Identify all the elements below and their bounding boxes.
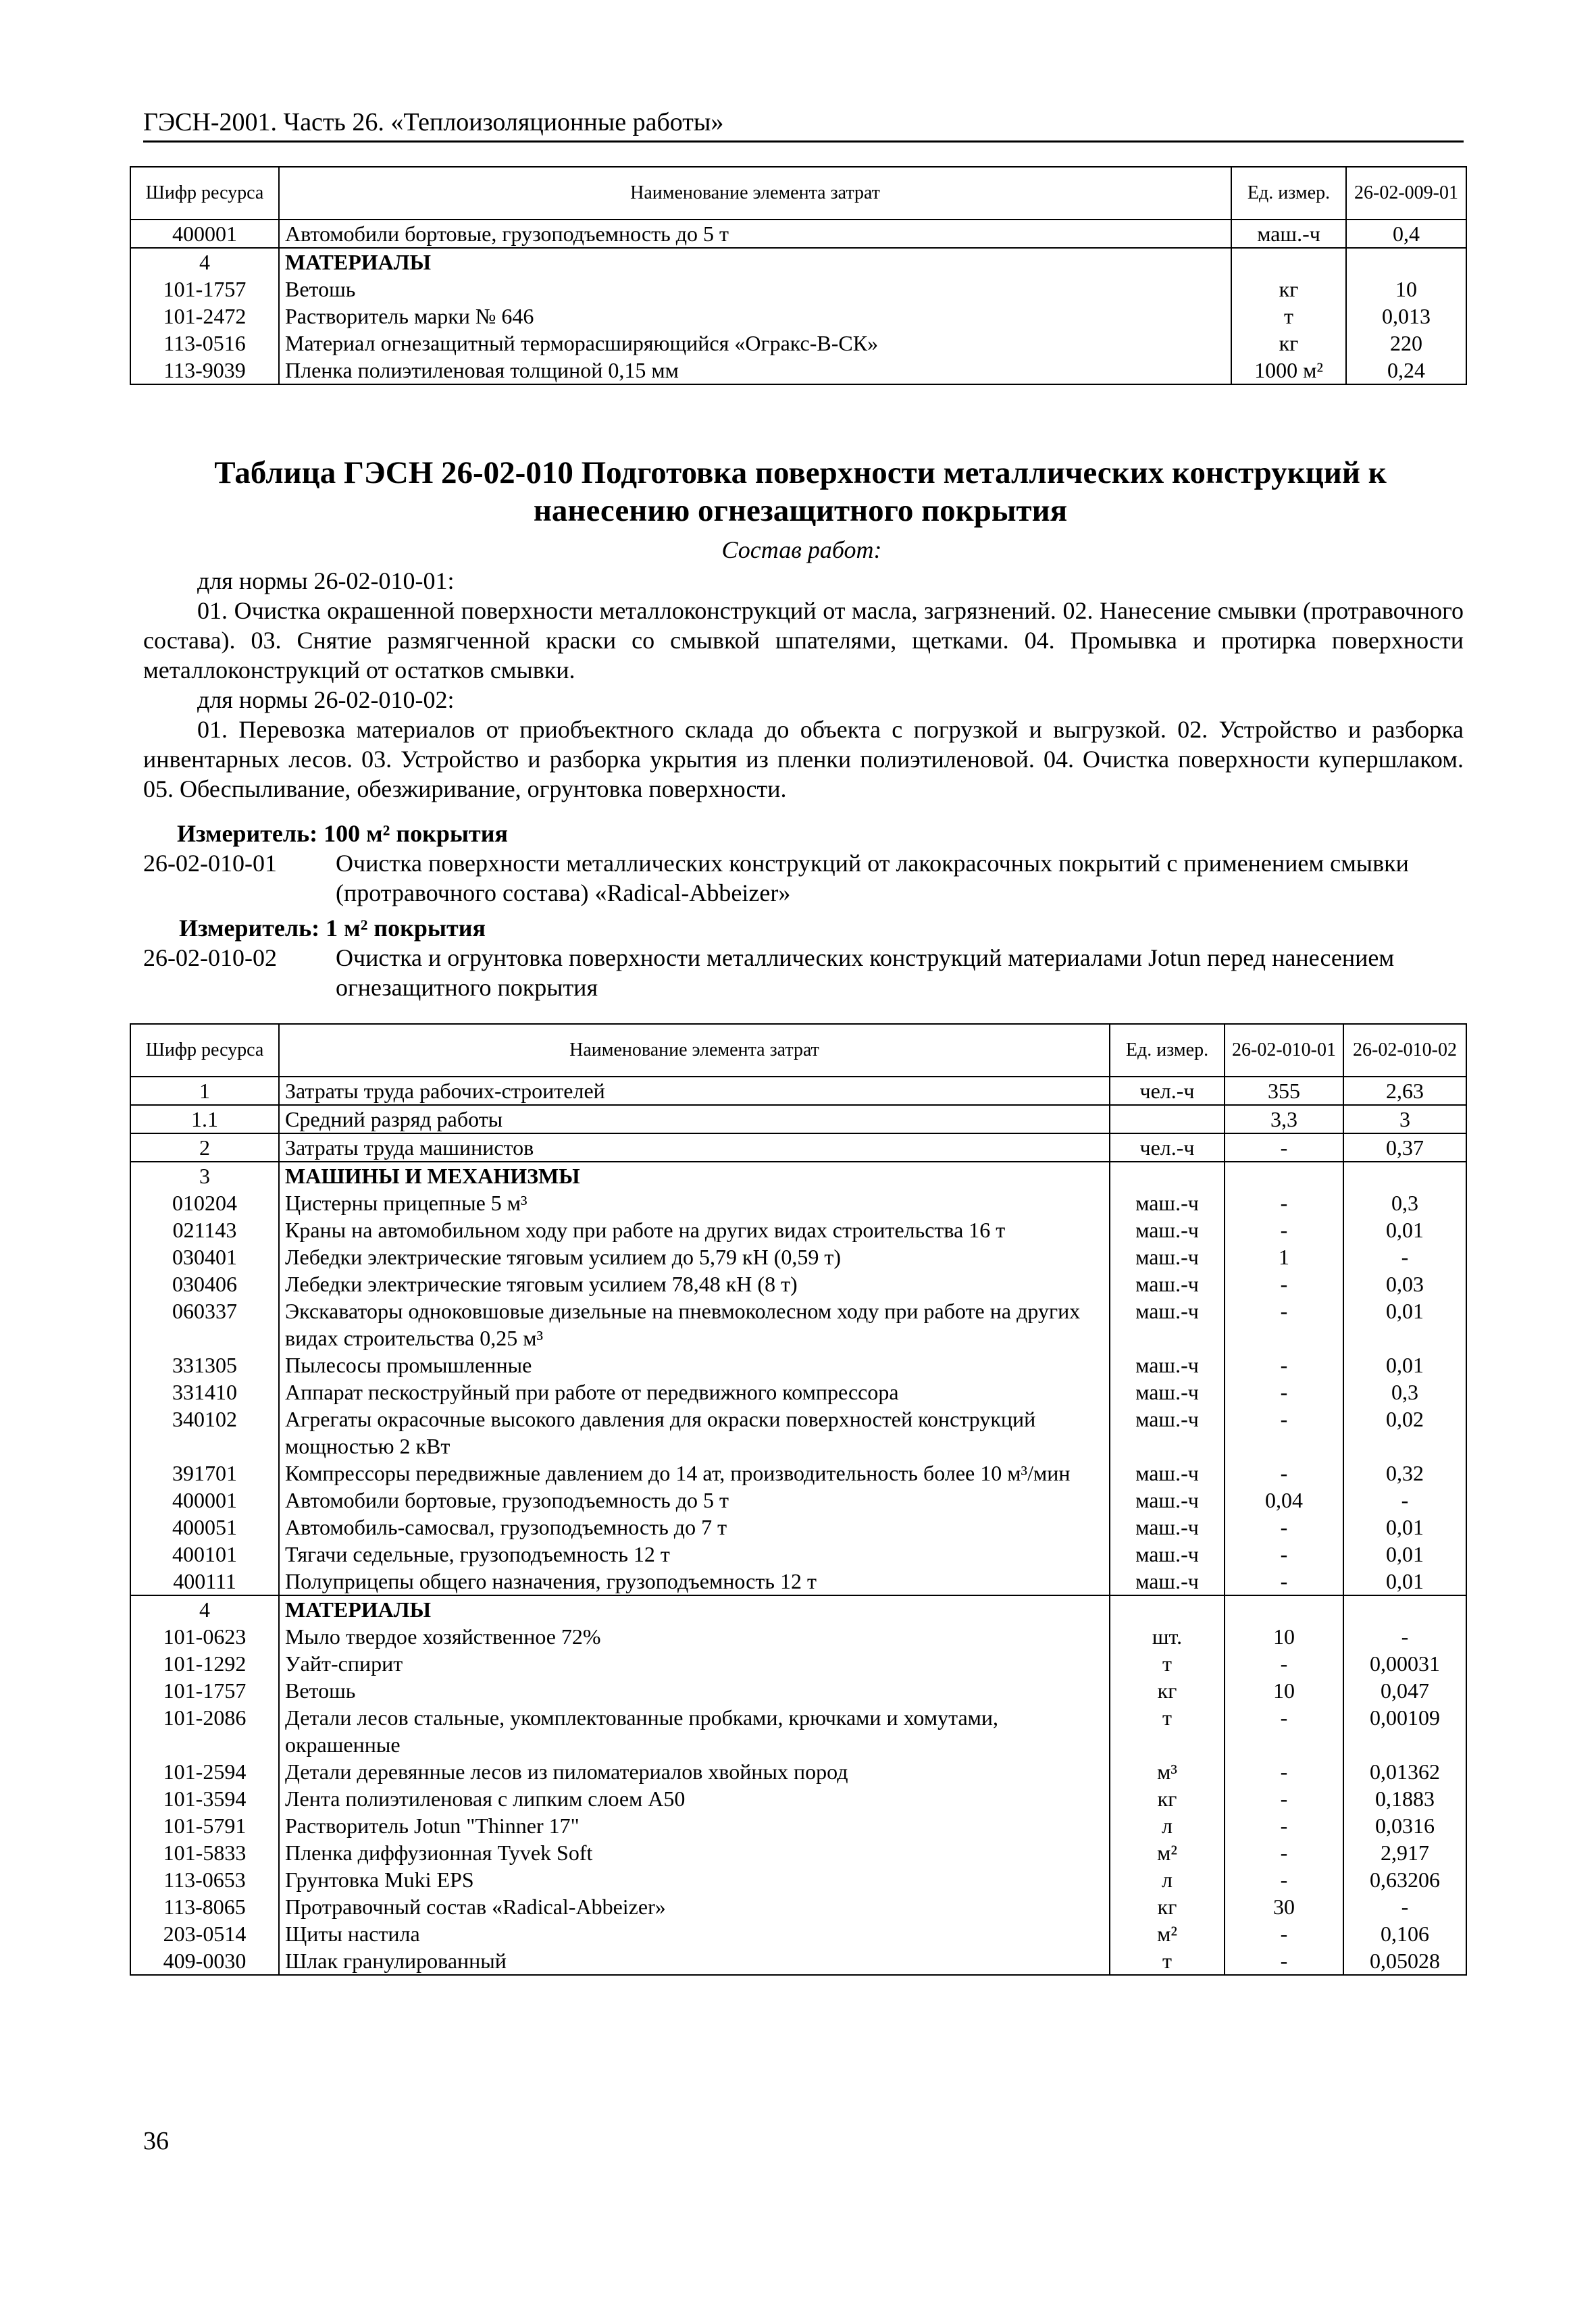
resource-code-cell: 1	[130, 1077, 279, 1105]
norm-value-cell-1: -	[1225, 1947, 1343, 1975]
norm-value-cell-1: 10	[1225, 1677, 1343, 1704]
table-body	[130, 1077, 1466, 1975]
resource-code-cell: 101-0623	[130, 1623, 279, 1650]
resource-name-cell: Компрессоры передвижные давлением до 14 ат, производительность более 10 м³/мин	[279, 1460, 1110, 1487]
norm-value-cell-2: -	[1343, 1893, 1466, 1920]
unit-cell: маш.-ч	[1110, 1216, 1225, 1243]
norm-value-cell-1: -	[1225, 1216, 1343, 1243]
running-header: ГЭСН-2001. Часть 26. «Теплоизоляционные работы»	[143, 107, 1464, 143]
col-header-name: Наименование элемента затрат	[279, 167, 1231, 220]
norm-value-cell-1: -	[1225, 1406, 1343, 1460]
unit-cell: т	[1110, 1947, 1225, 1975]
table-row	[130, 220, 1466, 248]
table-row	[130, 357, 1466, 384]
resource-name-cell: Средний разряд работы	[279, 1105, 1110, 1133]
unit-cell: кг	[1231, 330, 1346, 357]
unit-cell: л	[1110, 1812, 1225, 1839]
table-body	[130, 220, 1466, 384]
resource-name-cell: Тягачи седельные, грузоподъемность 12 т	[279, 1541, 1110, 1568]
resource-code-cell: 331305	[130, 1352, 279, 1379]
table-row	[130, 1077, 1466, 1105]
table-row	[130, 1297, 1466, 1352]
resource-code-cell: 400001	[130, 1487, 279, 1514]
resource-code-cell: 400101	[130, 1541, 279, 1568]
norm-2-text: Очистка и огрунтовка поверхности металлических конструкций материалами Jotun перед нанесением огнезащитного покрытия	[336, 944, 1395, 1001]
measure-1: Измеритель: 100 м² покрытия	[177, 820, 508, 847]
norm-2-code: 26-02-010-02	[143, 944, 277, 971]
unit-cell: маш.-ч	[1110, 1297, 1225, 1352]
table-row	[130, 1460, 1466, 1487]
norm-value-cell-2: -	[1343, 1487, 1466, 1514]
unit-cell: шт.	[1110, 1623, 1225, 1650]
table-row	[130, 1812, 1466, 1839]
resource-code-cell: 030401	[130, 1243, 279, 1270]
unit-cell: кг	[1231, 276, 1346, 303]
resource-name-cell: Полуприцепы общего назначения, грузоподъемность 12 т	[279, 1568, 1110, 1595]
norm-value-cell-1: 0,24	[1346, 357, 1466, 384]
table-row	[130, 1379, 1466, 1406]
norm-1-text: Очистка поверхности металлических конструкций от лакокрасочных покрытий с применением смывки (протравочного состава) «Radical-Abbeizer»	[336, 850, 1409, 906]
resource-code-cell: 101-2086	[130, 1704, 279, 1758]
norm-value-cell-2: 0,3	[1343, 1379, 1466, 1406]
resource-name-cell: Грунтовка Muki EPS	[279, 1866, 1110, 1893]
table-row	[130, 1352, 1466, 1379]
table-row	[130, 1893, 1466, 1920]
unit-cell: маш.-ч	[1110, 1514, 1225, 1541]
resource-code-cell: 101-5833	[130, 1839, 279, 1866]
table-row	[130, 276, 1466, 303]
norm-value-cell-2	[1343, 1162, 1466, 1189]
table-row	[130, 1189, 1466, 1216]
norm-value-cell-2: 0,01	[1343, 1216, 1466, 1243]
norm-value-cell-2: 0,047	[1343, 1677, 1466, 1704]
resource-name-cell: МАШИНЫ И МЕХАНИЗМЫ	[279, 1162, 1110, 1189]
resource-name-cell: Цистерны прицепные 5 м³	[279, 1189, 1110, 1216]
col-header-name: Наименование элемента затрат	[279, 1024, 1110, 1077]
resource-name-cell: Пленка полиэтиленовая толщиной 0,15 мм	[279, 357, 1231, 384]
table-row	[130, 1677, 1466, 1704]
norm-value-cell-2: 0,01	[1343, 1514, 1466, 1541]
resource-code-cell: 113-0516	[130, 330, 279, 357]
resource-code-cell: 2	[130, 1133, 279, 1162]
norm-value-cell-2: -	[1343, 1243, 1466, 1270]
norm-value-cell-1: -	[1225, 1541, 1343, 1568]
norm-value-cell-2: 0,05028	[1343, 1947, 1466, 1975]
resource-name-cell: МАТЕРИАЛЫ	[279, 1595, 1110, 1623]
resource-name-cell: Автомобиль-самосвал, грузоподъемность до 7 т	[279, 1514, 1110, 1541]
norm-value-cell-1: 0,013	[1346, 303, 1466, 330]
norm-value-cell-2: 2,63	[1343, 1077, 1466, 1105]
norm-value-cell-1: -	[1225, 1704, 1343, 1758]
resource-code-cell: 331410	[130, 1379, 279, 1406]
resource-name-cell: Лента полиэтиленовая с липким слоем А50	[279, 1785, 1110, 1812]
resource-code-cell: 060337	[130, 1297, 279, 1352]
norm-value-cell-1: -	[1225, 1514, 1343, 1541]
resource-code-cell: 400001	[130, 220, 279, 248]
table-row	[130, 1866, 1466, 1893]
table-row	[130, 1568, 1466, 1595]
unit-cell: 1000 м²	[1231, 357, 1346, 384]
resource-name-cell: Щиты настила	[279, 1920, 1110, 1947]
table-row	[130, 1270, 1466, 1297]
norm-value-cell-1: 3,3	[1225, 1105, 1343, 1133]
norm-value-cell-1: -	[1225, 1866, 1343, 1893]
norm-value-cell-1: 10	[1346, 276, 1466, 303]
resource-code-cell: 400051	[130, 1514, 279, 1541]
norm-value-cell-2: 0,01	[1343, 1541, 1466, 1568]
norm-value-cell-1: -	[1225, 1758, 1343, 1785]
norm-value-cell-2: 3	[1343, 1105, 1466, 1133]
unit-cell: л	[1110, 1866, 1225, 1893]
resource-code-cell: 021143	[130, 1216, 279, 1243]
norm-value-cell-2: 0,00031	[1343, 1650, 1466, 1677]
norm-value-cell-1: -	[1225, 1379, 1343, 1406]
unit-cell: маш.-ч	[1110, 1487, 1225, 1514]
resource-name-cell: Растворитель Jotun "Thinner 17"	[279, 1812, 1110, 1839]
norm-value-cell-2: 0,01362	[1343, 1758, 1466, 1785]
measure-2: Измеритель: 1 м² покрытия	[179, 915, 486, 942]
norm-value-cell-1: 10	[1225, 1623, 1343, 1650]
col-header-unit: Ед. измер.	[1231, 167, 1346, 220]
col-header-code: Шифр ресурса	[130, 1024, 279, 1077]
norm-value-cell-2: 0,106	[1343, 1920, 1466, 1947]
resource-code-cell: 340102	[130, 1406, 279, 1460]
unit-cell: чел.-ч	[1110, 1077, 1225, 1105]
norm-value-cell-1: 1	[1225, 1243, 1343, 1270]
norm-value-cell-1	[1346, 248, 1466, 276]
table-row	[130, 1105, 1466, 1133]
norm-value-cell-2: 0,1883	[1343, 1785, 1466, 1812]
resource-code-cell: 391701	[130, 1460, 279, 1487]
resource-code-cell: 101-5791	[130, 1812, 279, 1839]
norm-value-cell-2: 0,01	[1343, 1568, 1466, 1595]
resource-name-cell: Детали деревянные лесов из пиломатериалов хвойных пород	[279, 1758, 1110, 1785]
table-row	[130, 1216, 1466, 1243]
resource-code-cell: 101-2594	[130, 1758, 279, 1785]
table-row	[130, 1243, 1466, 1270]
unit-cell: м²	[1110, 1920, 1225, 1947]
norm-value-cell-1: 220	[1346, 330, 1466, 357]
unit-cell: маш.-ч	[1110, 1352, 1225, 1379]
norm-value-cell-1: -	[1225, 1352, 1343, 1379]
resource-code-cell: 010204	[130, 1189, 279, 1216]
resource-name-cell: Аппарат пескоструйный при работе от передвижного компрессора	[279, 1379, 1110, 1406]
norm-value-cell-2: 0,02	[1343, 1406, 1466, 1460]
norm-value-cell-2: 0,37	[1343, 1133, 1466, 1162]
resource-code-cell: 400111	[130, 1568, 279, 1595]
norm-value-cell-2: 0,0316	[1343, 1812, 1466, 1839]
unit-cell: маш.-ч	[1110, 1270, 1225, 1297]
resource-code-cell: 101-1757	[130, 276, 279, 303]
table-row	[130, 1623, 1466, 1650]
unit-cell: т	[1110, 1704, 1225, 1758]
table-row	[130, 1487, 1466, 1514]
norm-value-cell-2: 0,00109	[1343, 1704, 1466, 1758]
resource-name-cell: Краны на автомобильном ходу при работе на других видах строительства 16 т	[279, 1216, 1110, 1243]
norm-value-cell-2: 0,03	[1343, 1270, 1466, 1297]
unit-cell	[1110, 1162, 1225, 1189]
norm-value-cell-1: -	[1225, 1189, 1343, 1216]
table-row	[130, 1406, 1466, 1460]
table-row	[130, 1785, 1466, 1812]
resource-name-cell: Автомобили бортовые, грузоподъемность до 5 т	[279, 1487, 1110, 1514]
table-row	[130, 1650, 1466, 1677]
table-row	[130, 1704, 1466, 1758]
norm2-label: для нормы 26-02-010-02:	[197, 686, 455, 713]
resource-code-cell: 101-1757	[130, 1677, 279, 1704]
resource-code-cell: 113-0653	[130, 1866, 279, 1893]
table-title-line-2: нанесению огнезащитного покрытия	[533, 493, 1068, 528]
resource-name-cell: Затраты труда машинистов	[279, 1133, 1110, 1162]
norm-value-cell-2: 0,63206	[1343, 1866, 1466, 1893]
col-header-norm-1: 26-02-010-01	[1225, 1024, 1343, 1077]
norm-value-cell-2: -	[1343, 1623, 1466, 1650]
norm-value-cell-1: -	[1225, 1568, 1343, 1595]
resource-name-cell: Пленка диффузионная Tyvek Soft	[279, 1839, 1110, 1866]
resource-code-cell: 030406	[130, 1270, 279, 1297]
unit-cell: м²	[1110, 1839, 1225, 1866]
unit-cell: кг	[1110, 1677, 1225, 1704]
resource-name-cell: Мыло твердое хозяйственное 72%	[279, 1623, 1110, 1650]
resource-name-cell: Агрегаты окрасочные высокого давления для окраски поверхностей конструкций мощностью 2 кВт	[279, 1406, 1110, 1460]
norm-value-cell-1: -	[1225, 1785, 1343, 1812]
norm-value-cell-1: -	[1225, 1460, 1343, 1487]
unit-cell: чел.-ч	[1110, 1133, 1225, 1162]
resource-code-cell: 1.1	[130, 1105, 279, 1133]
norm1-composition: 01. Очистка окрашенной поверхности металлоконструкций от масла, загрязнений. 02. Нанесение смывки (протравочного состава). 03. Снятие размягченной краски со смывкой шпателями, щетками. 04. Промывка и протирка поверхности металлоконструкций от остатков смывки.	[143, 597, 1464, 684]
col-header-norm: 26-02-009-01	[1346, 167, 1466, 220]
composition-block	[143, 566, 1464, 804]
resource-name-cell: Пылесосы промышленные	[279, 1352, 1110, 1379]
section-row	[130, 248, 1466, 276]
resource-name-cell: Растворитель марки № 646	[279, 303, 1231, 330]
norm-1-code: 26-02-010-01	[143, 850, 277, 877]
resource-name-cell: Ветошь	[279, 276, 1231, 303]
table-title-line-1: Таблица ГЭСН 26-02-010 Подготовка поверхности металлических конструкций к	[214, 455, 1387, 490]
table-row	[130, 1839, 1466, 1866]
resource-name-cell: Лебедки электрические тяговым усилием до 5,79 кН (0,59 т)	[279, 1243, 1110, 1270]
table-row	[130, 1920, 1466, 1947]
norm-value-cell-1: 0,04	[1225, 1487, 1343, 1514]
norm-value-cell-2: 0,32	[1343, 1460, 1466, 1487]
resource-name-cell: Ветошь	[279, 1677, 1110, 1704]
norm-value-cell-1	[1225, 1595, 1343, 1623]
unit-cell: маш.-ч	[1110, 1379, 1225, 1406]
table-row	[130, 1541, 1466, 1568]
norm-value-cell-1: 355	[1225, 1077, 1343, 1105]
unit-cell	[1110, 1105, 1225, 1133]
unit-cell: т	[1110, 1650, 1225, 1677]
resource-name-cell: Шлак гранулированный	[279, 1947, 1110, 1975]
unit-cell: маш.-ч	[1110, 1541, 1225, 1568]
resource-code-cell: 4	[130, 248, 279, 276]
resource-code-cell: 4	[130, 1595, 279, 1623]
norm-value-cell-2	[1343, 1595, 1466, 1623]
resource-code-cell: 101-1292	[130, 1650, 279, 1677]
resource-table-26-02-010	[130, 1023, 1467, 1976]
resource-name-cell: Детали лесов стальные, укомплектованные пробками, крючками и хомутами, окрашенные	[279, 1704, 1110, 1758]
resource-name-cell: Затраты труда рабочих-строителей	[279, 1077, 1110, 1105]
table-row	[130, 1133, 1466, 1162]
col-header-unit: Ед. измер.	[1110, 1024, 1225, 1077]
resource-code-cell: 203-0514	[130, 1920, 279, 1947]
unit-cell: кг	[1110, 1893, 1225, 1920]
norm-value-cell-1: -	[1225, 1812, 1343, 1839]
norm-value-cell-1: -	[1225, 1650, 1343, 1677]
col-header-code: Шифр ресурса	[130, 167, 279, 220]
norm-value-cell-2: 0,01	[1343, 1352, 1466, 1379]
unit-cell	[1231, 248, 1346, 276]
table-row	[130, 1758, 1466, 1785]
resource-name-cell: Экскаваторы одноковшовые дизельные на пневмоколесном ходу при работе на других видах строительства 0,25 м³	[279, 1297, 1110, 1352]
table-row	[130, 1514, 1466, 1541]
table-title	[135, 454, 1466, 530]
unit-cell: маш.-ч	[1110, 1243, 1225, 1270]
norm1-label: для нормы 26-02-010-01:	[197, 567, 455, 594]
norm2-composition: 01. Перевозка материалов от приобъектного склада до объекта с погрузкой и выгрузкой. 02. Устройство и разборка инвентарных лесов. 03. Устройство и разборка укрытия из пленки полиэтиленовой. 04. Очистка поверхности купершлаком. 05. Обеспыливание, обезжиривание, огрунтовка поверхности.	[143, 716, 1464, 802]
table-row	[130, 1947, 1466, 1975]
resource-name-cell: Протравочный состав «Radical-Abbeizer»	[279, 1893, 1110, 1920]
table-row	[130, 303, 1466, 330]
resource-name-cell: Материал огнезащитный терморасширяющийся «Огракс-В-СК»	[279, 330, 1231, 357]
unit-cell: м³	[1110, 1758, 1225, 1785]
norm-value-cell-1: -	[1225, 1920, 1343, 1947]
norm-value-cell-2: 2,917	[1343, 1839, 1466, 1866]
norm-value-cell-1: -	[1225, 1839, 1343, 1866]
page-number: 36	[143, 2127, 169, 2155]
unit-cell: маш.-ч	[1110, 1406, 1225, 1460]
resource-name-cell: Уайт-спирит	[279, 1650, 1110, 1677]
norm-value-cell-1: -	[1225, 1133, 1343, 1162]
resource-name-cell: МАТЕРИАЛЫ	[279, 248, 1231, 276]
col-header-norm-2: 26-02-010-02	[1343, 1024, 1466, 1077]
unit-cell: маш.-ч	[1110, 1460, 1225, 1487]
section-row	[130, 1595, 1466, 1623]
resource-table-26-02-009	[130, 166, 1467, 385]
section-row	[130, 1162, 1466, 1189]
unit-cell: маш.-ч	[1110, 1568, 1225, 1595]
unit-cell: маш.-ч	[1231, 220, 1346, 248]
norm-value-cell-1: 30	[1225, 1893, 1343, 1920]
resource-name-cell: Лебедки электрические тяговым усилием 78,48 кН (8 т)	[279, 1270, 1110, 1297]
norm-value-cell-1: -	[1225, 1297, 1343, 1352]
unit-cell	[1110, 1595, 1225, 1623]
norm-value-cell-1	[1225, 1162, 1343, 1189]
unit-cell: маш.-ч	[1110, 1189, 1225, 1216]
norm-value-cell-2: 0,3	[1343, 1189, 1466, 1216]
resource-code-cell: 409-0030	[130, 1947, 279, 1975]
resource-name-cell: Автомобили бортовые, грузоподъемность до 5 т	[279, 220, 1231, 248]
norm-value-cell-2: 0,01	[1343, 1297, 1466, 1352]
resource-code-cell: 3	[130, 1162, 279, 1189]
unit-cell: т	[1231, 303, 1346, 330]
composition-heading: Состав работ:	[721, 536, 882, 563]
resource-code-cell: 101-2472	[130, 303, 279, 330]
norm-value-cell-1: -	[1225, 1270, 1343, 1297]
resource-code-cell: 113-8065	[130, 1893, 279, 1920]
resource-code-cell: 113-9039	[130, 357, 279, 384]
table-row	[130, 330, 1466, 357]
norm-value-cell-1: 0,4	[1346, 220, 1466, 248]
resource-code-cell: 101-3594	[130, 1785, 279, 1812]
unit-cell: кг	[1110, 1785, 1225, 1812]
